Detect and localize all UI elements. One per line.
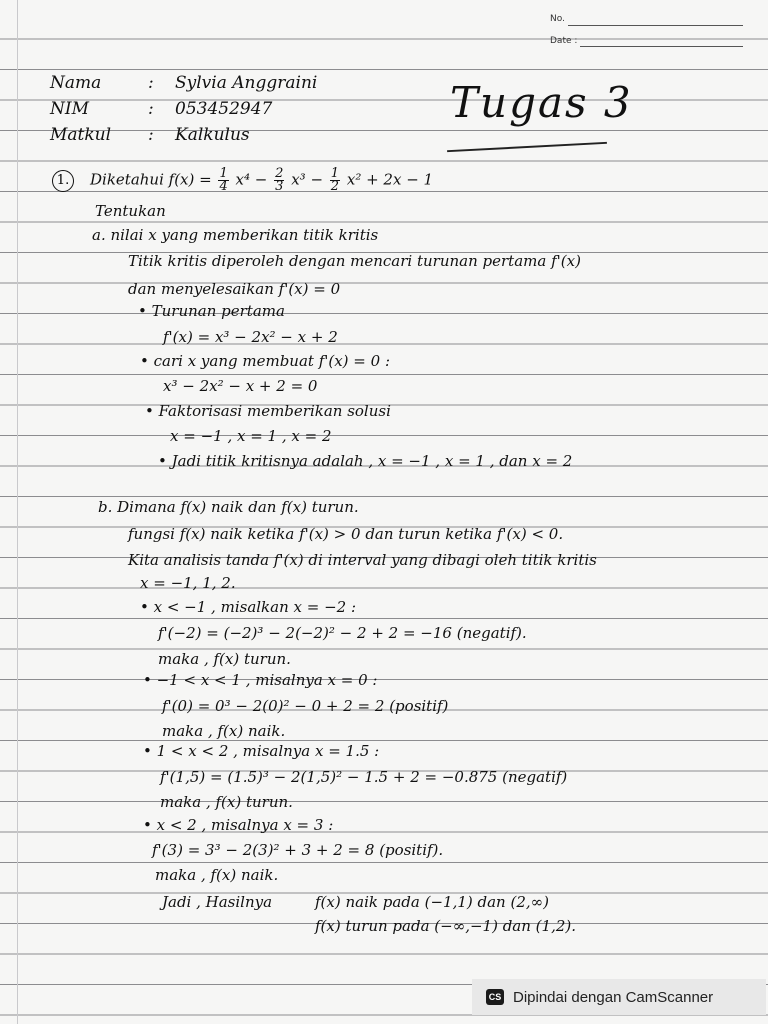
camscanner-watermark [472, 979, 766, 1015]
part-a-eq3: x = −1 , x = 1 , x = 2 [170, 427, 332, 445]
part-a-bullet3: • Faktorisasi memberikan solusi [145, 402, 391, 420]
part-a-eq1: f'(x) = x³ − 2x² − x + 2 [163, 328, 338, 346]
case3-head: • 1 < x < 2 , misalnya x = 1.5 : [143, 742, 380, 760]
nim-value: 053452947 [175, 99, 273, 119]
case4-result: maka , f(x) naik. [155, 866, 279, 884]
date-label: Date : [550, 36, 578, 46]
matkul-label: Matkul [50, 125, 112, 145]
problem-number: 1. [52, 170, 74, 192]
case3-result: maka , f(x) turun. [160, 793, 293, 811]
nama-label: Nama [50, 73, 102, 93]
part-b-heading: b. Dimana f(x) naik dan f(x) turun. [98, 498, 359, 516]
case1-result: maka , f(x) turun. [158, 650, 291, 668]
camscanner-icon: CS [486, 989, 504, 1005]
case4-head: • x < 2 , misalnya x = 3 : [143, 816, 334, 834]
given-prefix: Diketahui f(x) = [90, 170, 212, 189]
case2-result: maka , f(x) naik. [162, 722, 286, 740]
case4-eq: f'(3) = 3³ − 2(3)² + 3 + 2 = 8 (positif). [152, 841, 444, 859]
part-a-conclusion: • Jadi titik kritisnya adalah , x = −1 , x = 1 , dan x = 2 [158, 452, 573, 470]
final-turun: f(x) turun pada (−∞,−1) dan (1,2). [315, 917, 577, 935]
case1-eq: f'(−2) = (−2)³ − 2(−2)² − 2 + 2 = −16 (negatif). [158, 624, 527, 642]
no-label: No. [550, 14, 565, 24]
camscanner-text: Dipindai dengan CamScanner [513, 988, 714, 1006]
margin-line [17, 0, 18, 1024]
term-3: x² + 2x − 1 [346, 170, 434, 189]
part-b-line3: x = −1, 1, 2. [140, 574, 236, 592]
part-b-line1: fungsi f(x) naik ketika f'(x) > 0 dan turun ketika f'(x) < 0. [128, 525, 564, 543]
part-a-eq2: x³ − 2x² − x + 2 = 0 [163, 377, 318, 395]
date-line [580, 46, 743, 47]
fraction-1: $\frac{1}{4}$ [219, 166, 228, 194]
case2-head: • −1 < x < 1 , misalnya x = 0 : [143, 671, 378, 689]
nama-value: Sylvia Anggraini [175, 73, 318, 93]
part-a-line1: Titik kritis diperoleh dengan mencari turunan pertama f'(x) [128, 252, 581, 270]
final-naik: f(x) naik pada (−1,1) dan (2,∞) [315, 893, 549, 911]
part-a-bullet1: • Turunan pertama [138, 302, 285, 320]
part-a-heading: a. nilai x yang memberikan titik kritis [92, 226, 379, 244]
matkul-value: Kalkulus [175, 125, 250, 145]
fraction-2: $\frac{2}{3}$ [275, 166, 284, 194]
part-b-line2: Kita analisis tanda f'(x) di interval yang dibagi oleh titik kritis [128, 551, 597, 569]
fraction-3: $\frac{1}{2}$ [330, 166, 340, 194]
nim-colon: : [148, 99, 154, 119]
final-label: Jadi , Hasilnya [162, 893, 273, 911]
tentukan-text: Tentukan [95, 202, 166, 220]
title-underline [447, 142, 607, 152]
part-a-bullet2: • cari x yang membuat f'(x) = 0 : [140, 352, 391, 370]
case2-eq: f'(0) = 0³ − 2(0)² − 0 + 2 = 2 (positif) [162, 697, 449, 715]
part-a-line2: dan menyelesaikan f'(x) = 0 [128, 280, 341, 298]
matkul-colon: : [148, 125, 154, 145]
case3-eq: f'(1,5) = (1.5)³ − 2(1,5)² − 1.5 + 2 = −0.875 (negatif) [160, 768, 568, 786]
page-title: Tugas 3 [450, 78, 633, 127]
nim-label: NIM [50, 99, 89, 119]
given-function [90, 168, 433, 193]
term-1: x⁴ − [235, 170, 268, 189]
term-2: x³ − [291, 170, 324, 189]
no-line [568, 25, 743, 26]
nama-colon: : [148, 73, 154, 93]
case1-head: • x < −1 , misalkan x = −2 : [140, 598, 357, 616]
